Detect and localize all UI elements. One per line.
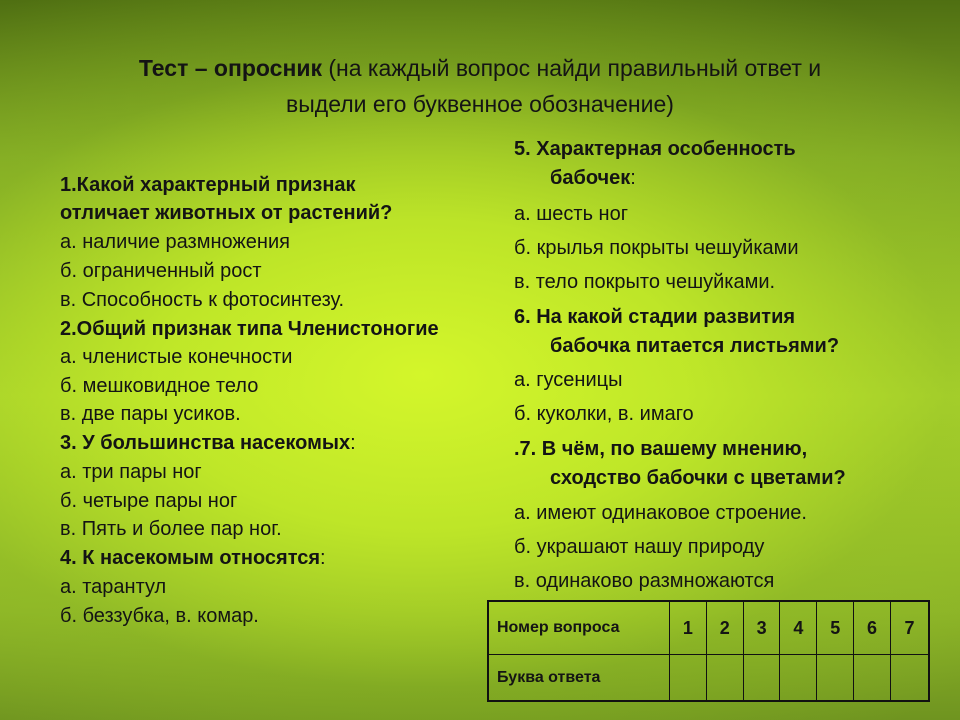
title-line-1 xyxy=(40,50,920,86)
answer-option[interactable] xyxy=(514,235,799,261)
answer-option-text: б. куколки, в. имаго xyxy=(514,403,694,425)
answer-option-text: а. тарантул xyxy=(60,576,167,598)
question-number-cell: 3 xyxy=(743,601,780,655)
answer-option[interactable] xyxy=(60,401,241,427)
answer-option-text: а. три пары ног xyxy=(60,461,202,483)
question-text xyxy=(60,430,356,456)
answer-option[interactable] xyxy=(514,500,807,526)
question-colon: : xyxy=(630,167,636,189)
answer-option[interactable] xyxy=(60,516,282,542)
answer-option-text: а. шесть ног xyxy=(514,203,629,225)
question-text-content: бабочка питается листьями? xyxy=(550,335,840,357)
answer-option[interactable] xyxy=(60,373,258,399)
answer-table xyxy=(487,600,930,702)
question-text xyxy=(514,136,796,162)
answer-option[interactable] xyxy=(60,603,259,629)
question-text-content: отличает животных от растений? xyxy=(60,202,393,224)
answer-option-text: в. одинаково размножаются xyxy=(514,570,775,592)
question-number-cell: 7 xyxy=(890,601,929,655)
answer-option-text: б. крылья покрыты чешуйками xyxy=(514,237,799,259)
answer-option[interactable] xyxy=(514,269,775,295)
question-text xyxy=(514,165,636,191)
answer-option[interactable] xyxy=(514,367,622,393)
answer-option-text: б. беззубка, в. комар. xyxy=(60,605,259,627)
question-text xyxy=(60,316,439,342)
title-bold: Тест – опросник xyxy=(138,55,322,81)
answer-table-number-row xyxy=(488,601,929,655)
answer-letter-cell[interactable] xyxy=(817,655,854,701)
question-number-cell: 4 xyxy=(780,601,817,655)
answer-option[interactable] xyxy=(514,201,628,227)
answer-option[interactable] xyxy=(514,401,694,427)
answer-letter-cell[interactable] xyxy=(743,655,780,701)
answer-option-text: в. Способность к фотосинтезу. xyxy=(60,289,345,311)
question-number-cell: 5 xyxy=(817,601,854,655)
answer-option-text: б. украшают нашу природу xyxy=(514,536,765,558)
answer-option-text: а. имеют одинаковое строение. xyxy=(514,502,807,524)
answer-option[interactable] xyxy=(514,534,764,560)
answer-letter-cell[interactable] xyxy=(854,655,891,701)
answer-letter-cell[interactable] xyxy=(890,655,929,701)
answer-option[interactable] xyxy=(60,488,237,514)
answer-option[interactable] xyxy=(60,287,344,313)
answer-option-text: б. ограниченный рост xyxy=(60,260,262,282)
question-text xyxy=(514,304,795,330)
question-text-content: 1.Какой характерный признак xyxy=(60,174,356,196)
question-number-cell: 2 xyxy=(706,601,743,655)
question-text xyxy=(60,545,326,571)
question-text-content: бабочек xyxy=(550,167,631,189)
answer-option[interactable] xyxy=(514,568,774,594)
question-text-content: 3. У большинства насекомых xyxy=(60,432,351,454)
question-number-cell: 1 xyxy=(670,601,707,655)
question-text xyxy=(514,333,839,359)
answer-option-text: а. наличие размножения xyxy=(60,231,290,253)
title-line-2: выдели его буквенное обозначение) xyxy=(286,91,674,117)
question-text-content: сходство бабочки с цветами? xyxy=(550,467,846,489)
answer-option-text: а. гусеницы xyxy=(514,369,623,391)
question-text-content: 2.Общий признак типа Членистоногие xyxy=(60,318,439,340)
question-text xyxy=(60,172,356,198)
answer-option-text: в. Пять и более пар ног. xyxy=(60,518,282,540)
answer-option[interactable] xyxy=(60,258,262,284)
slide-title xyxy=(40,50,920,122)
answer-option[interactable] xyxy=(60,574,166,600)
question-text-content: 4. К насекомым относятся xyxy=(60,547,321,569)
answer-option-text: в. тело покрыто чешуйками. xyxy=(514,271,776,293)
question-text-content: 5. Характерная особенность xyxy=(514,138,796,160)
question-number-cell: 6 xyxy=(854,601,891,655)
answer-option-text: а. членистые конечности xyxy=(60,346,293,368)
title-rest: (на каждый вопрос найди правильный ответ и xyxy=(321,55,822,81)
question-text xyxy=(514,465,846,491)
answer-letter-cell[interactable] xyxy=(670,655,707,701)
answer-letter-cell[interactable] xyxy=(706,655,743,701)
answer-option-text: б. четыре пары ног xyxy=(60,490,238,512)
answer-option-text: в. две пары усиков. xyxy=(60,403,241,425)
answer-table-letter-row xyxy=(488,655,929,701)
question-text-content: 6. На какой стадии развития xyxy=(514,306,796,328)
question-colon: : xyxy=(350,432,356,454)
answer-option[interactable] xyxy=(60,344,292,370)
answer-option[interactable] xyxy=(60,459,202,485)
answer-option[interactable] xyxy=(60,229,290,255)
answer-letter-cell[interactable] xyxy=(780,655,817,701)
answer-table-row1-label: Номер вопроса xyxy=(488,601,670,655)
question-colon: : xyxy=(320,547,326,569)
answer-table-row2-label: Буква ответа xyxy=(488,655,670,701)
question-text xyxy=(514,436,807,462)
question-text-content: .7. В чём, по вашему мнению, xyxy=(514,438,808,460)
answer-option-text: б. мешковидное тело xyxy=(60,375,259,397)
question-text xyxy=(60,200,392,226)
